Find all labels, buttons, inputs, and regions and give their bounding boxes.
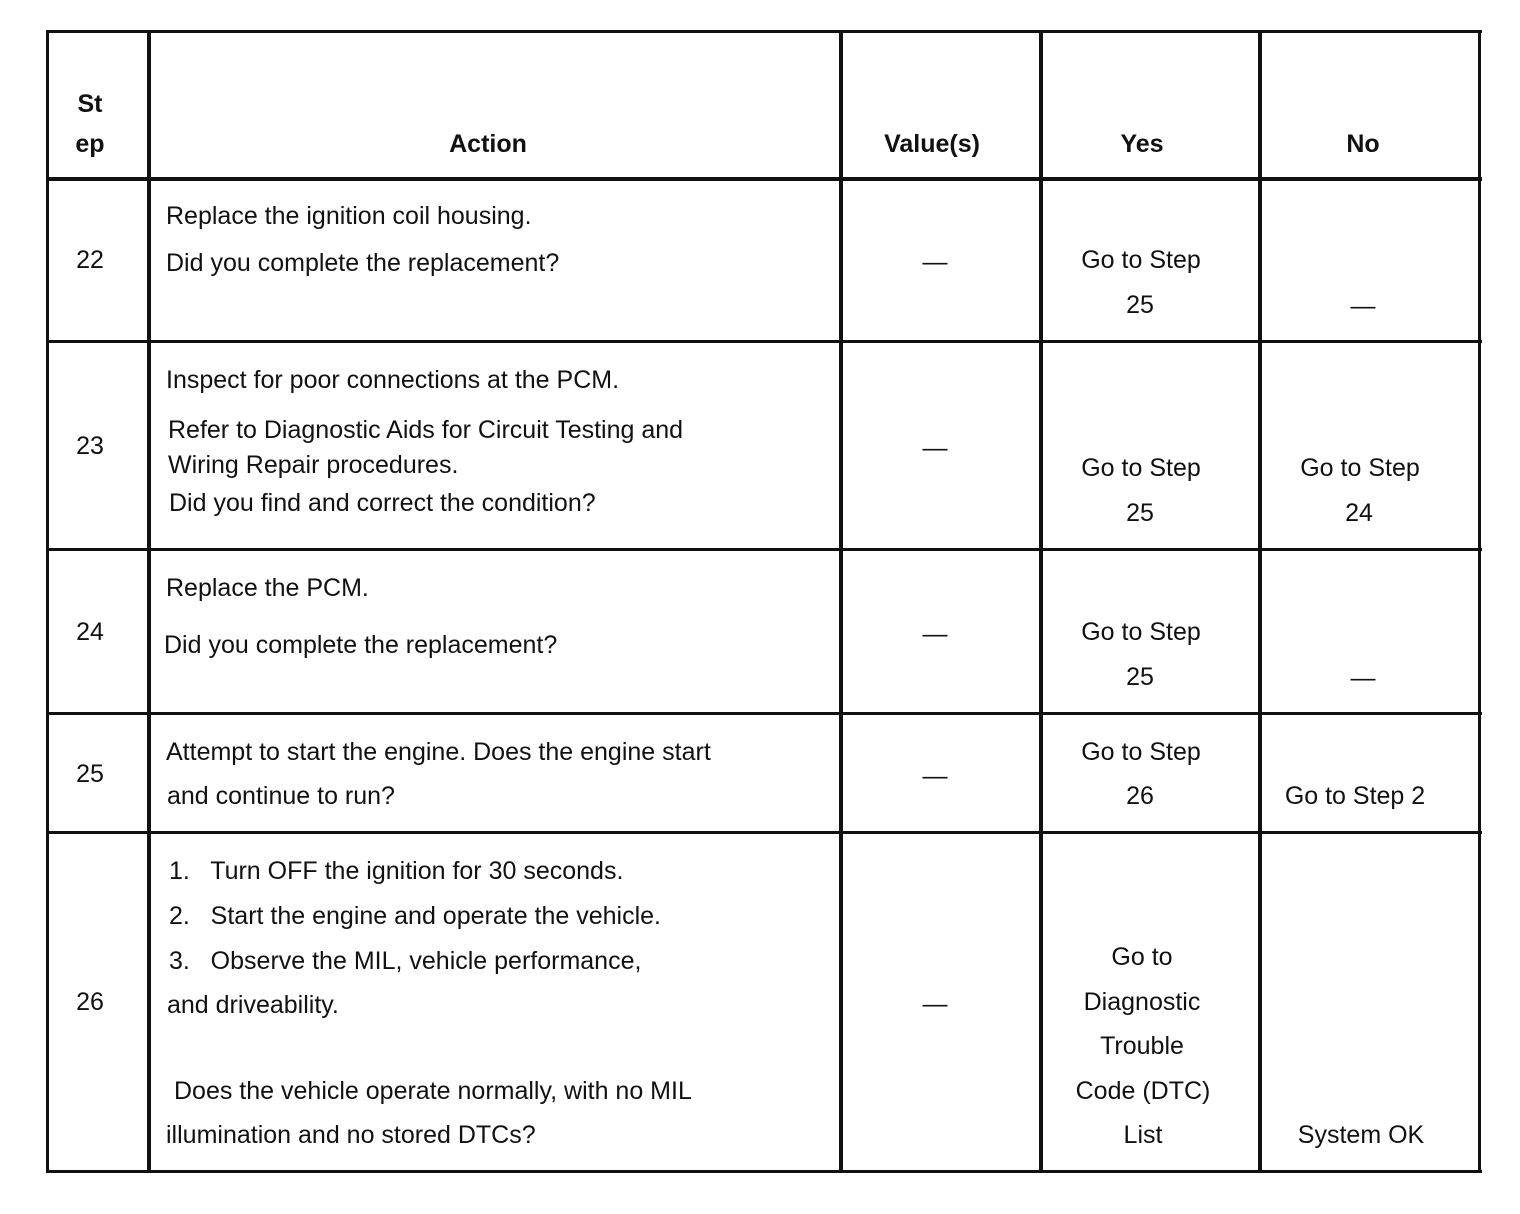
- no-cell: —: [1350, 664, 1376, 692]
- value-cell: —: [922, 762, 948, 790]
- action-text: Attempt to start the engine. Does the engine start: [166, 738, 711, 766]
- action-text: Refer to Diagnostic Aids for Circuit Testing and: [168, 416, 684, 444]
- step-number: 23: [76, 432, 104, 460]
- yes-cell: 25: [1126, 291, 1154, 319]
- action-text: and continue to run?: [167, 782, 395, 810]
- action-text: Wiring Repair procedures.: [168, 451, 459, 479]
- column-divider: [1478, 30, 1481, 1173]
- header-no: No: [1346, 130, 1380, 158]
- yes-cell: Trouble: [1100, 1032, 1184, 1060]
- table-border-bottom: [46, 1170, 1482, 1173]
- step-number: 25: [76, 760, 104, 788]
- yes-cell: Go to Step: [1081, 454, 1201, 482]
- value-cell: —: [922, 248, 948, 276]
- column-divider: [839, 30, 843, 1173]
- no-cell: Go to Step: [1300, 454, 1420, 482]
- action-text: Did you complete the replacement?: [166, 249, 560, 277]
- row-divider: [46, 712, 1482, 715]
- action-text: Inspect for poor connections at the PCM.: [166, 366, 620, 394]
- no-cell: System OK: [1297, 1121, 1425, 1149]
- header-step-line2: ep: [75, 130, 105, 158]
- action-text: 3. Observe the MIL, vehicle performance,: [169, 947, 642, 975]
- yes-cell: Go to Step: [1081, 618, 1201, 646]
- column-divider: [46, 30, 49, 1173]
- step-number: 22: [76, 246, 104, 274]
- column-divider: [147, 30, 151, 1173]
- row-divider: [46, 548, 1482, 551]
- table-border-top: [46, 30, 1482, 33]
- yes-cell: 26: [1126, 782, 1154, 810]
- header-yes: Yes: [1120, 130, 1164, 158]
- action-text: Did you complete the replacement?: [164, 631, 558, 659]
- step-number: 26: [76, 988, 104, 1016]
- yes-cell: Go to: [1111, 943, 1173, 971]
- action-text: Did you find and correct the condition?: [169, 489, 596, 517]
- no-cell: Go to Step 2: [1284, 782, 1426, 810]
- yes-cell: Go to Step: [1081, 738, 1201, 766]
- no-cell: 24: [1345, 499, 1373, 527]
- header-values: Value(s): [884, 130, 980, 158]
- value-cell: —: [922, 434, 948, 462]
- yes-cell: Code (DTC): [1075, 1077, 1211, 1105]
- row-divider: [46, 340, 1482, 343]
- yes-cell: Diagnostic: [1083, 988, 1201, 1016]
- header-step-line1: St: [77, 90, 103, 118]
- action-text: and driveability.: [167, 991, 339, 1019]
- action-text: Replace the ignition coil housing.: [166, 202, 532, 230]
- row-divider: [46, 831, 1482, 834]
- value-cell: —: [922, 990, 948, 1018]
- column-divider: [1258, 30, 1262, 1173]
- column-divider: [1039, 30, 1043, 1173]
- action-text: 2. Start the engine and operate the vehicle.: [169, 902, 662, 930]
- action-text: 1. Turn OFF the ignition for 30 seconds.: [169, 857, 624, 885]
- step-number: 24: [76, 618, 104, 646]
- action-text: illumination and no stored DTCs?: [166, 1121, 536, 1149]
- value-cell: —: [922, 620, 948, 648]
- header-action: Action: [449, 130, 527, 158]
- yes-cell: Go to Step: [1081, 246, 1201, 274]
- yes-cell: 25: [1126, 663, 1154, 691]
- header-divider: [46, 177, 1482, 181]
- action-text: Replace the PCM.: [166, 574, 369, 602]
- action-text: Does the vehicle operate normally, with no MIL: [174, 1077, 692, 1105]
- yes-cell: 25: [1126, 499, 1154, 527]
- yes-cell: List: [1123, 1121, 1163, 1149]
- no-cell: —: [1350, 292, 1376, 320]
